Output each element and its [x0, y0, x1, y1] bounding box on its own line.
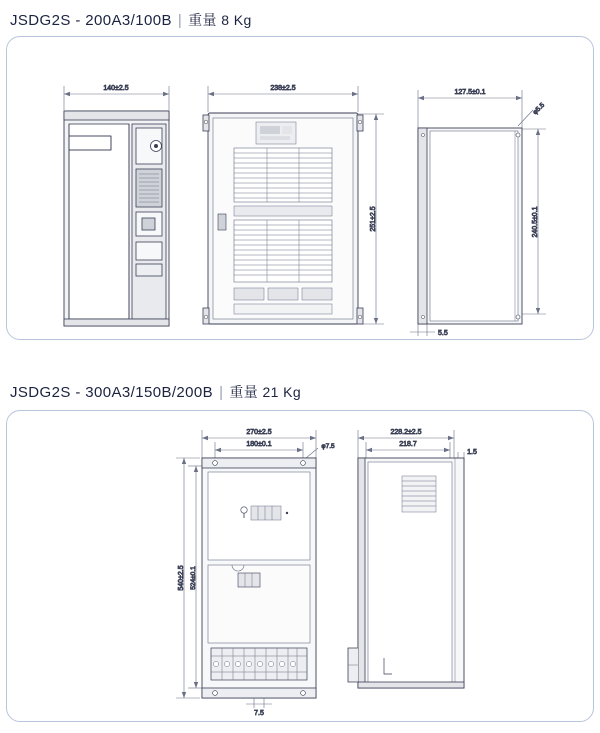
dim-hole-1: φ5.5 — [531, 101, 547, 117]
title-separator-2: | — [219, 384, 224, 401]
model-name-1: JSDG2S - 200A3/100B — [10, 12, 172, 29]
section-title-2 — [10, 382, 301, 402]
dim-front-inner-height-2: 524±0.1 — [190, 566, 197, 590]
dim-front-height-1: 251±2.5 — [370, 206, 377, 232]
dim-front-bottom-2: 7.5 — [254, 710, 264, 717]
model-name-2: JSDG2S - 300A3/150B/200B — [10, 384, 214, 401]
weight-label-1: 重量 8 Kg — [188, 12, 252, 28]
title-separator-1: | — [177, 12, 183, 29]
dim-side-width-1: 127.5±0.1 — [454, 89, 486, 96]
dim-side-height-1: 240.5±0.1 — [532, 206, 539, 238]
drawing-canvas-2 — [6, 410, 594, 722]
dim-front-width-2: 270±2.5 — [246, 429, 272, 436]
dim-side-thickness-1: 5.5 — [438, 330, 448, 337]
dim-front-width-1: 238±2.5 — [270, 85, 296, 92]
dim-hole-2: φ7.5 — [321, 443, 335, 450]
dim-side-width-2: 228.2±2.5 — [390, 429, 422, 436]
dim-side-thickness-2: 1.5 — [467, 449, 477, 456]
dim-front-height-2: 540±2.5 — [178, 565, 185, 591]
drawing-canvas-1 — [6, 36, 594, 340]
dim-front-holes-2: 180±0.1 — [246, 441, 272, 448]
section-title-1 — [10, 10, 252, 30]
dim-left-width-1: 140±2.5 — [103, 85, 129, 92]
dim-side-inner-width-2: 218.7 — [399, 441, 417, 448]
weight-label-2: 重量 21 Kg — [229, 384, 302, 400]
